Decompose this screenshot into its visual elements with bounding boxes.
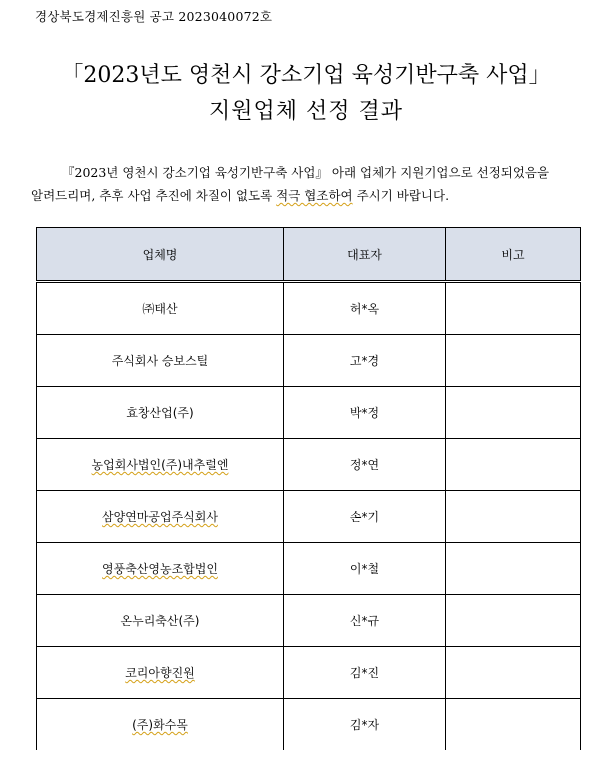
table-row <box>37 491 581 543</box>
intro-paragraph-line1: 『2023년 영천시 강소기업 육성기반구축 사업』 아래 업체가 지원기업으로 선정되었음을 <box>62 165 550 180</box>
representative-name: 손*기 <box>284 491 446 543</box>
intro-line2-end: 주시기 바랍니다. <box>352 188 450 203</box>
note-cell <box>446 335 581 387</box>
note-cell <box>446 647 581 699</box>
note-cell <box>446 387 581 439</box>
company-name <box>37 491 284 543</box>
table-row <box>37 387 581 439</box>
selection-result-table <box>36 227 581 750</box>
representative-name: 김*진 <box>284 647 446 699</box>
table-row <box>37 595 581 647</box>
company-name: ㈜태산 <box>37 282 284 335</box>
table-header-row <box>37 228 581 282</box>
table-row <box>37 647 581 699</box>
note-cell <box>446 439 581 491</box>
intro-line2-start: 알려드리며, 추후 사업 추진에 차질이 없도록 <box>31 188 277 203</box>
note-cell <box>446 543 581 595</box>
representative-name: 고*경 <box>284 335 446 387</box>
spellcheck-marked-text: 코리아향진원 <box>125 666 195 680</box>
header-representative: 대표자 <box>284 228 446 282</box>
note-cell <box>446 282 581 335</box>
table-row <box>37 699 581 751</box>
representative-name: 김*자 <box>284 699 446 751</box>
spellcheck-marked-text: 삼양연마공업주식회사 <box>102 510 218 524</box>
representative-name: 박*정 <box>284 387 446 439</box>
representative-name: 허*옥 <box>284 282 446 335</box>
document-subtitle: 지원업체 선정 결과 <box>208 99 403 124</box>
table-row <box>37 335 581 387</box>
header-note: 비고 <box>446 228 581 282</box>
company-name <box>37 543 284 595</box>
note-cell <box>446 491 581 543</box>
note-cell <box>446 699 581 751</box>
company-name <box>37 647 284 699</box>
company-name <box>37 699 284 751</box>
intro-paragraph-line2 <box>31 186 449 204</box>
spellcheck-marked-text: 영풍축산영농조합법인 <box>102 562 218 576</box>
company-name: 온누리축산(주) <box>37 595 284 647</box>
spellcheck-marked-text: 농업회사법인(주)내추럴엔 <box>91 458 229 472</box>
header-company: 업체명 <box>37 228 284 282</box>
document-title: 「2023년도 영천시 강소기업 육성기반구축 사업」 <box>61 63 551 88</box>
table-row <box>37 439 581 491</box>
spellcheck-marked-text: 적극 협조하여 <box>276 188 353 203</box>
spellcheck-marked-text: (주)화수목 <box>132 718 188 732</box>
table-row <box>37 543 581 595</box>
company-name: 효창산업(주) <box>37 387 284 439</box>
note-cell <box>446 595 581 647</box>
representative-name: 정*연 <box>284 439 446 491</box>
company-name <box>37 439 284 491</box>
table-row <box>37 282 581 335</box>
representative-name: 신*규 <box>284 595 446 647</box>
representative-name: 이*철 <box>284 543 446 595</box>
company-name: 주식회사 승보스틸 <box>37 335 284 387</box>
notice-number: 경상북도경제진흥원 공고 2023040072호 <box>35 9 273 24</box>
